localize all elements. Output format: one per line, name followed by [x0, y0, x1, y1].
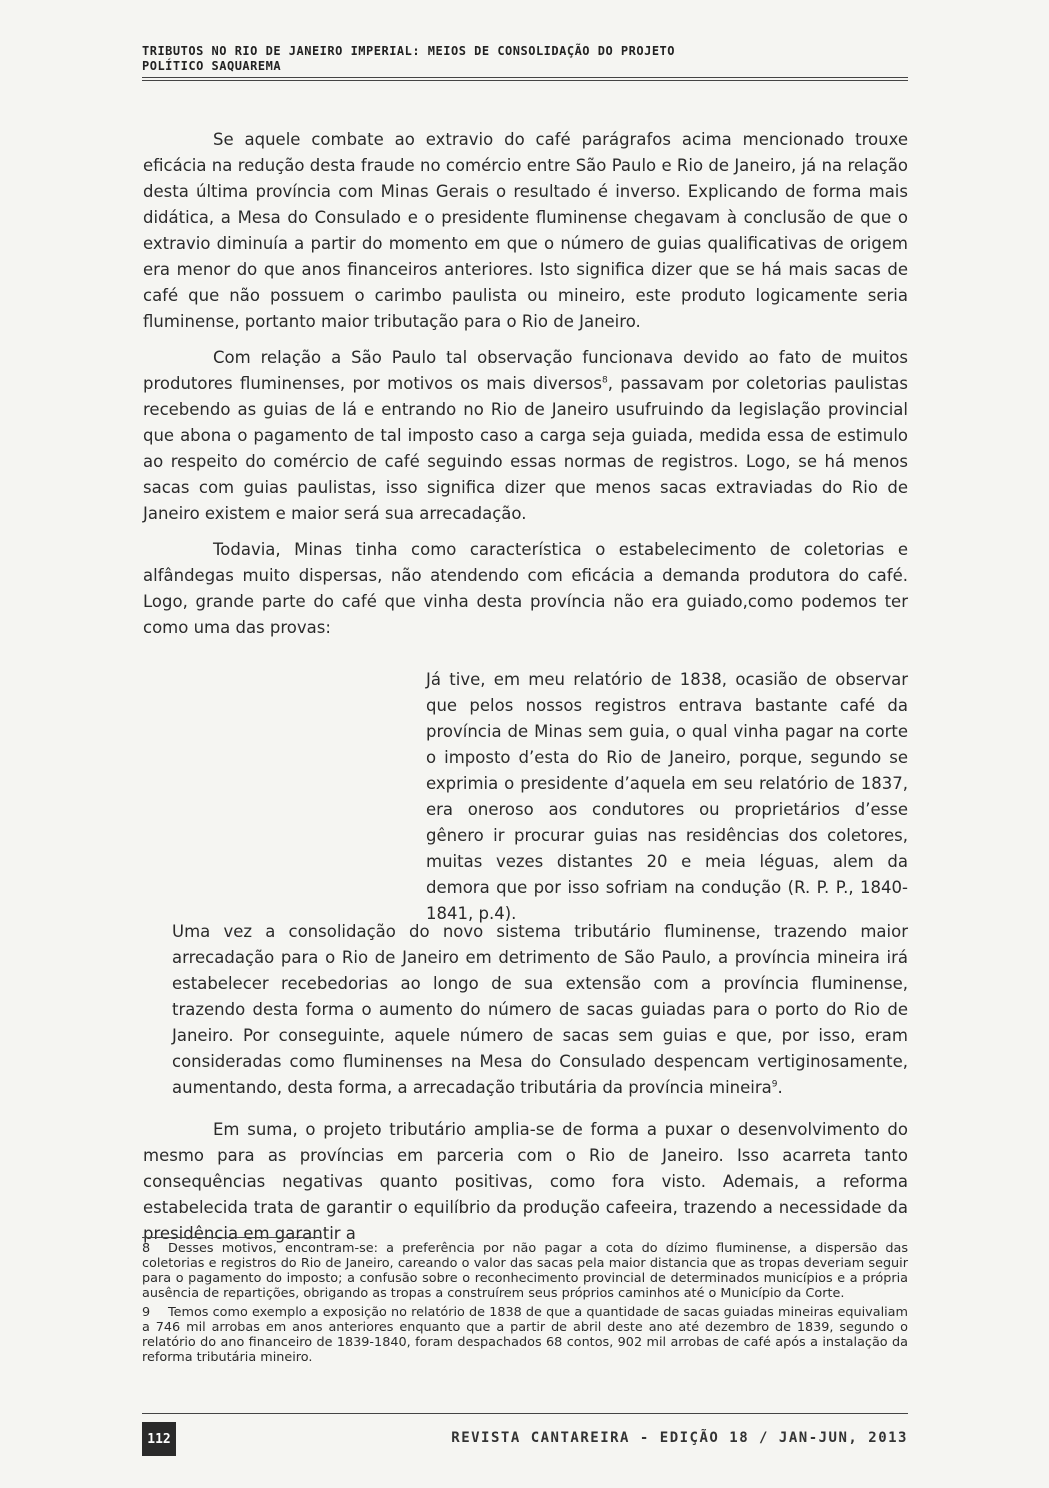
footnote-separator: [142, 1237, 322, 1238]
paragraph-2-part-a: Com relação a São Paulo tal observação funcionava devido ao fato de muitos produtores fluminenses, por motivos os mais diversos: [143, 348, 908, 393]
paragraph-1: Se aquele combate ao extravio do café parágrafos acima mencionado trouxe eficácia na redução desta fraude no comércio entre São Paulo e Rio de Janeiro, já na relação desta última província com Minas Gerais o resultado é inverso. Explicando de forma mais didática, a Mesa do Consulado e o presidente fluminense chegavam à conclusão de que o extravio diminuía a partir do momento em que o número de guias qualificativas de origem era menor do que anos financeiros anteriores. Isto significa dizer que se há mais sacas de café que não possuem o carimbo paulista ou mineiro, este produto logicamente seria fluminense, portanto maior tributação para o Rio de Janeiro.: [143, 130, 908, 331]
paragraph-4-part-a: Uma vez a consolidação do novo sistema tributário fluminense, trazendo maior arrecadação para o Rio de Janeiro em detrimento de São Paulo, a província mineira irá estabelecer recebedorias ao longo de sua extensão com a província fluminense, trazendo desta forma o aumento do número de sacas guiadas para o porto do Rio de Janeiro. Por conseguinte, aquele número de sacas sem guias e que, por isso, eram consideradas como fluminenses na Mesa do Consulado despencam vertiginosamente, aumentando, desta forma, a arrecadação tributária da província mineira: [172, 922, 908, 1097]
footnote-number: 9: [142, 1305, 151, 1320]
footnote-text: Temos como exemplo a exposição no relatório de 1838 de que a quantidade de sacas guiadas mineiras equivaliam a 746 mil arrobas em anos anteriores enquanto que a partir de abril deste ano até dezembro de 1839, segundo o relatório do ano financeiro de 1839-1840, foram despachados 68 contos, 902 mil arrobas de café após a instalação da reforma tributária mineiro.: [142, 1305, 908, 1365]
block-quote: Já tive, em meu relatório de 1838, ocasião de observar que pelos nossos registros entrava bastante café da província de Minas sem guia, o qual vinha pagar na corte o imposto d’esta do Rio de Janeiro, porque, segundo se exprimia o presidente d’aquela em seu relatório de 1837, era oneroso aos condutores ou proprietários d’esse gênero ir procurar guias nas residências dos coletores, muitas vezes distantes 20 e meia léguas, alem da demora que por isso sofriam na condução (R. P. P., 1840-1841, p.4).: [426, 670, 908, 923]
body-section-middle: [172, 919, 908, 1111]
body-section-top: [143, 127, 908, 651]
running-header: [142, 44, 908, 81]
header-rule: [142, 77, 908, 78]
paragraph-4-part-b: .: [777, 1078, 783, 1097]
footnote-number: 8: [142, 1241, 151, 1256]
paragraph-5: Em suma, o projeto tributário amplia-se de forma a puxar o desenvolvimento do mesmo para as províncias em parceria com o Rio de Janeiro. Isso acarreta tanto consequências negativas quanto positivas, como fora visto. Ademais, a reforma estabelecida trata de garantir o equilíbrio da produção cafeeira, trazendo a necessidade da presidência em garantir a: [143, 1120, 908, 1243]
body-section-bottom: [143, 1117, 908, 1257]
paragraph-2-part-b: , passavam por coletorias paulistas recebendo as guias de lá e entrando no Rio de Janeiro usufruindo da legislação provincial que abona o pagamento de tal imposto caso a carga seja guiada, medida essa de estimulo ao respeito do comércio de café seguindo essas normas de registros. Logo, se há menos sacas com guias paulistas, isso significa dizer que menos sacas extraviadas do Rio de Janeiro existem e maior será sua arrecadação.: [143, 374, 908, 523]
footnote-9: [142, 1305, 908, 1365]
paragraph-3: Todavia, Minas tinha como característica o estabelecimento de coletorias e alfândegas muito dispersas, não atendendo com eficácia a demanda produtora do café. Logo, grande parte do café que vinha desta província não era guiado,como podemos ter como uma das provas:: [143, 540, 908, 637]
page-number: 112: [142, 1422, 176, 1456]
footnote-ref-8[interactable]: 8: [601, 375, 608, 386]
paragraph-2: [143, 345, 908, 527]
footnote-text: Desses motivos, encontram-se: a preferência por não pagar a cota do dízimo fluminense, a dispersão das coletorias e registros do Rio de Janeiro, careando o valor das sacas pela maior distancia que as tropas deveriam seguir para o pagamento do imposto; a confusão sobre o reconhecimento provincial de determinados municípios e a própria ausência de repartições, obrigando as tropas a construírem seus próprios caminhos até o Município da Corte.: [142, 1241, 908, 1301]
journal-footer: REVISTA CANTAREIRA - EDIÇÃO 18 / JAN-JUN, 2013: [451, 1430, 908, 1446]
header-rule-secondary: [142, 80, 908, 81]
footnote-ref-9[interactable]: 9: [771, 1079, 778, 1090]
footnote-8: [142, 1241, 908, 1301]
running-title: TRIBUTOS NO RIO DE JANEIRO IMPERIAL: MEIOS DE CONSOLIDAÇÃO DO PROJETO POLÍTICO SAQUAREMA: [142, 44, 675, 73]
footer-rule: [142, 1413, 908, 1414]
paragraph-4: [172, 919, 908, 1101]
footnotes: [142, 1241, 908, 1369]
